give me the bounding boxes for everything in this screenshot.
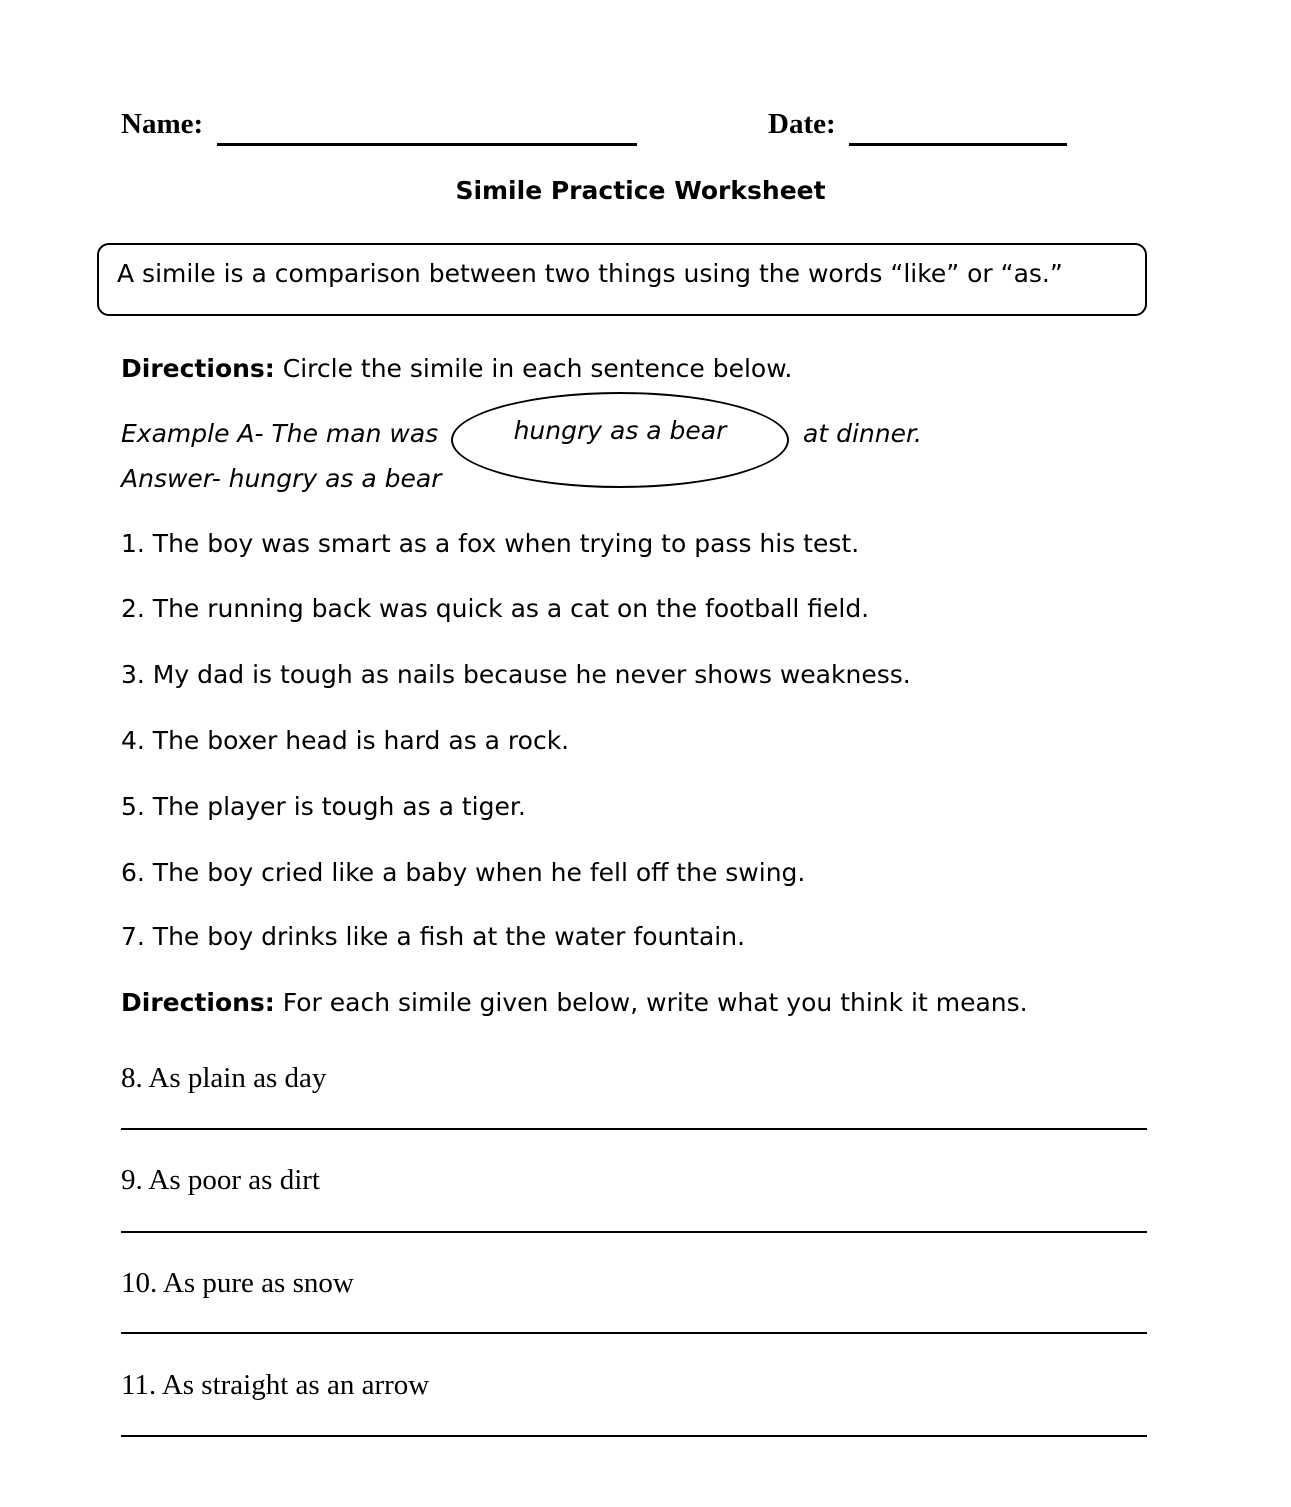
date-blank-line[interactable] xyxy=(849,143,1067,146)
example-circled-simile: hungry as a bear xyxy=(513,416,727,445)
directions-circle xyxy=(121,354,792,383)
prompt-11: 11. As straight as an arrow xyxy=(121,1369,430,1401)
name-label: Name: xyxy=(121,108,204,140)
sentence-2[interactable]: 2. The running back was quick as a cat on the football field. xyxy=(121,594,870,623)
example-prefix: Example A- The man was xyxy=(121,419,439,448)
example-suffix: at dinner. xyxy=(803,419,922,448)
name-blank-line[interactable] xyxy=(217,143,637,146)
directions-text: Circle the simile in each sentence below. xyxy=(274,354,793,383)
answer-line-9[interactable] xyxy=(121,1231,1147,1233)
answer-line-11[interactable] xyxy=(121,1435,1147,1437)
example-answer: Answer- hungry as a bear xyxy=(121,464,442,493)
example-circle xyxy=(451,392,789,488)
sentence-7[interactable]: 7. The boy drinks like a fish at the water fountain. xyxy=(121,922,746,951)
prompt-9: 9. As poor as dirt xyxy=(121,1164,320,1196)
directions-label: Directions: xyxy=(121,988,275,1017)
sentence-1[interactable]: 1. The boy was smart as a fox when trying to pass his test. xyxy=(121,529,860,558)
prompt-10: 10. As pure as snow xyxy=(121,1267,354,1299)
definition-text: A simile is a comparison between two things using the words “like” or “as.” xyxy=(117,259,1063,288)
answer-line-8[interactable] xyxy=(121,1128,1147,1130)
answer-line-10[interactable] xyxy=(121,1332,1147,1334)
definition-box xyxy=(97,243,1147,316)
date-label: Date: xyxy=(768,108,836,140)
sentence-4[interactable]: 4. The boxer head is hard as a rock. xyxy=(121,726,570,755)
directions-meaning xyxy=(121,988,1028,1017)
worksheet-title: Simile Practice Worksheet xyxy=(455,176,826,205)
sentence-6[interactable]: 6. The boy cried like a baby when he fell off the swing. xyxy=(121,858,806,887)
sentence-3[interactable]: 3. My dad is tough as nails because he never shows weakness. xyxy=(121,660,911,689)
sentence-5[interactable]: 5. The player is tough as a tiger. xyxy=(121,792,526,821)
directions-text: For each simile given below, write what you think it means. xyxy=(274,988,1028,1017)
prompt-8: 8. As plain as day xyxy=(121,1062,327,1094)
directions-label: Directions: xyxy=(121,354,275,383)
